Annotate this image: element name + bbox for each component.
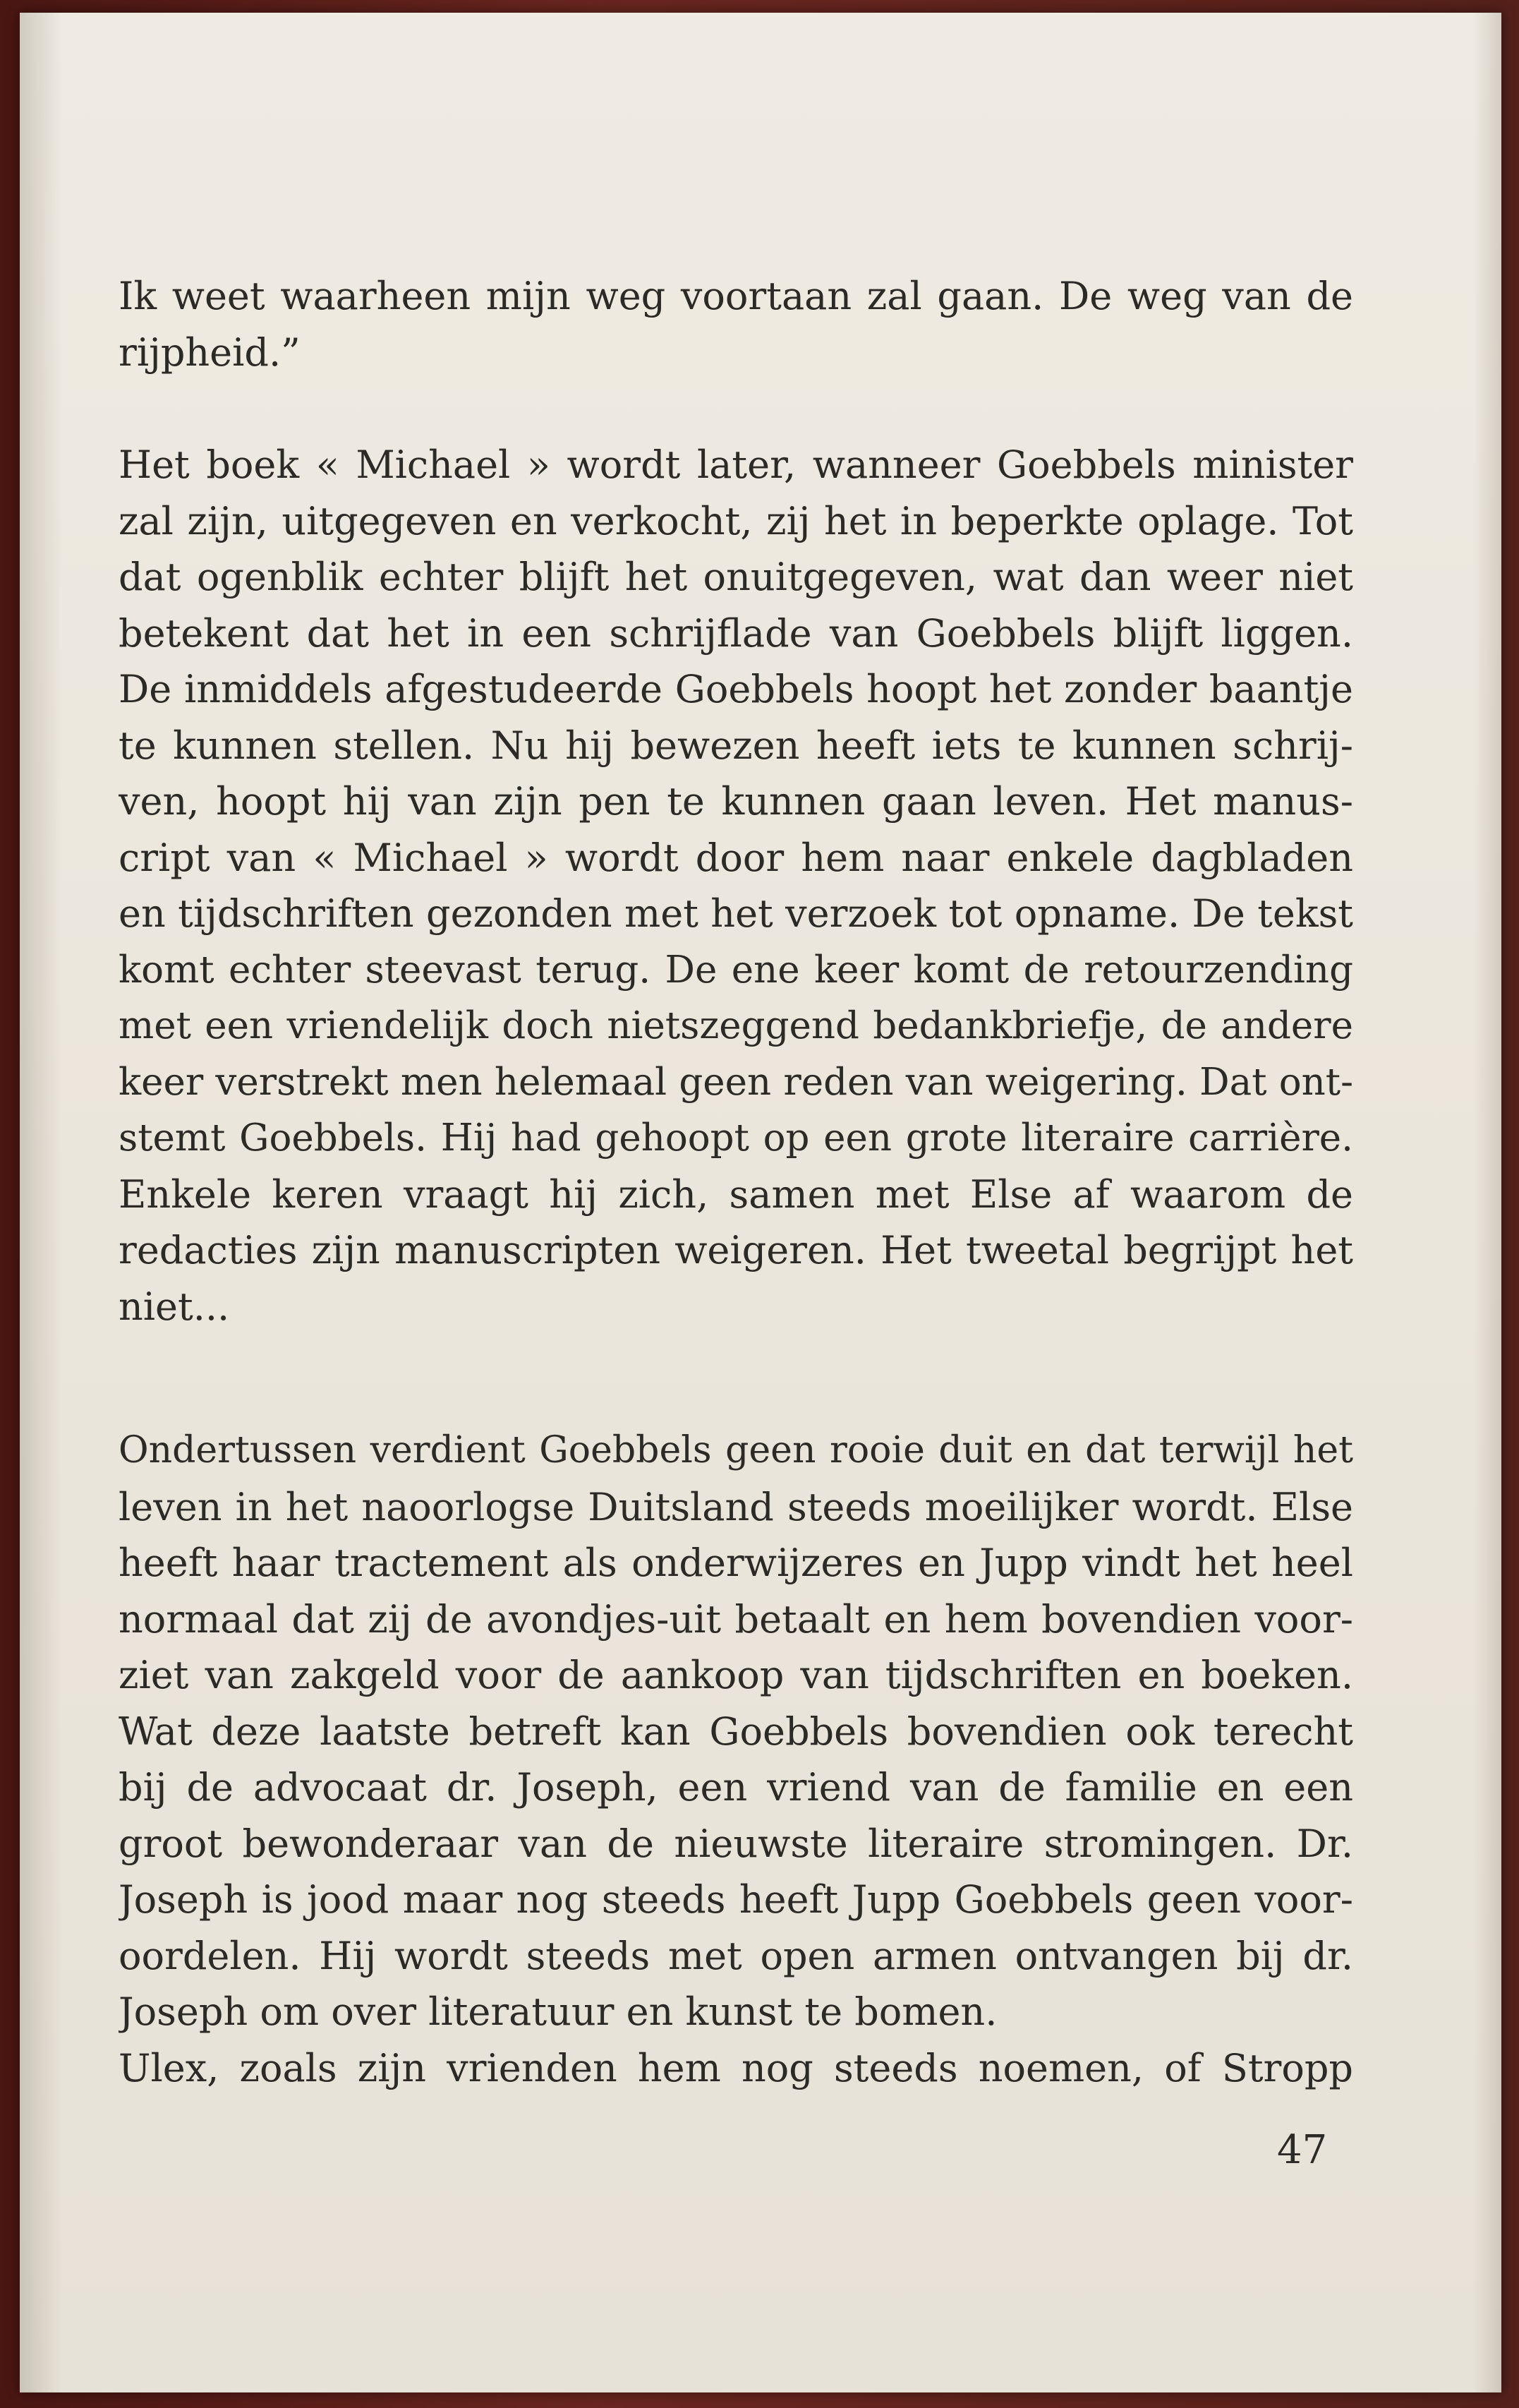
paragraph-1 [119, 268, 1353, 380]
text-line: komt echter steevast terug. De ene keer komt de retourzending [119, 948, 1353, 992]
text-line: Joseph om over literatuur en kunst te bomen. [119, 1989, 998, 2034]
paragraph-3 [119, 1423, 1353, 2040]
paragraph-2 [119, 437, 1353, 1335]
text-line: betekent dat het in een schrijflade van Goebbels blijft liggen. [119, 610, 1353, 656]
text-line: redacties zijn manuscripten weigeren. Het tweetal begrijpt het [119, 1228, 1353, 1272]
paragraph-spacer [119, 1335, 1353, 1423]
text-line: Ulex, zoals zijn vrienden hem nog steeds noemen, of Stropp [119, 2045, 1353, 2090]
text-line: niet... [119, 1284, 230, 1329]
body-text [119, 268, 1353, 2096]
text-line: normaal dat zij de avondjes-uit betaalt en hem bovendien voor- [119, 1596, 1353, 1642]
text-line: cript van « Michael » wordt door hem naar enkele dagbladen [119, 835, 1353, 880]
text-line: dat ogenblik echter blijft het onuitgegeven, wat dan weer niet [119, 555, 1353, 599]
page-number: 47 [1277, 2127, 1328, 2173]
paragraph-4 [119, 2040, 1353, 2097]
text-line: oordelen. Hij wordt steeds met open armen ontvangen bij dr. [119, 1933, 1353, 1978]
text-line: met een vriendelijk doch nietszeggend bedankbriefje, de andere [119, 1004, 1353, 1047]
text-line: rijpheid.” [119, 330, 301, 375]
text-line: Ondertussen verdient Goebbels geen rooie duit en dat terwijl het [119, 1429, 1353, 1471]
text-line: Het boek « Michael » wordt later, wanneer Goebbels minister [119, 443, 1353, 487]
text-line: Enkele keren vraagt hij zich, samen met Else af waarom de [119, 1172, 1353, 1217]
text-line: De inmiddels afgestudeerde Goebbels hoopt het zonder baantje [119, 667, 1353, 711]
text-line: groot bewonderaar van de nieuwste literaire stromingen. Dr. [119, 1821, 1353, 1866]
text-line: bij de advocaat dr. Joseph, een vriend van de familie en een [119, 1765, 1353, 1810]
text-line: zal zijn, uitgegeven en verkocht, zij het in beperkte oplage. Tot [119, 498, 1353, 543]
text-line: Joseph is jood maar nog steeds heeft Jupp Goebbels geen voor- [119, 1877, 1353, 1922]
text-line: leven in het naoorlogse Duitsland steeds moeilijker wordt. Else [119, 1484, 1353, 1529]
text-line: ziet van zakgeld voor de aankoop van tijdschriften en boeken. [119, 1653, 1353, 1697]
text-line: te kunnen stellen. Nu hij bewezen heeft iets te kunnen schrij- [119, 723, 1353, 768]
text-line: Ik weet waarheen mijn weg voortaan zal gaan. De weg van de [119, 274, 1353, 318]
paragraph-spacer [119, 380, 1353, 437]
text-line: stemt Goebbels. Hij had gehoopt op een grote literaire carrière. [119, 1116, 1353, 1160]
text-line: ven, hoopt hij van zijn pen te kunnen gaan leven. Het manus- [119, 779, 1353, 824]
text-line: Wat deze laatste betreft kan Goebbels bovendien ook terecht [119, 1709, 1353, 1754]
text-line: heeft haar tractement als onderwijzeres en Jupp vindt het heel [119, 1541, 1353, 1585]
text-line: en tijdschriften gezonden met het verzoek tot opname. De tekst [119, 891, 1353, 936]
text-line: keer verstrekt men helemaal geen reden van weigering. Dat ont- [119, 1060, 1353, 1104]
book-page [20, 13, 1501, 2392]
